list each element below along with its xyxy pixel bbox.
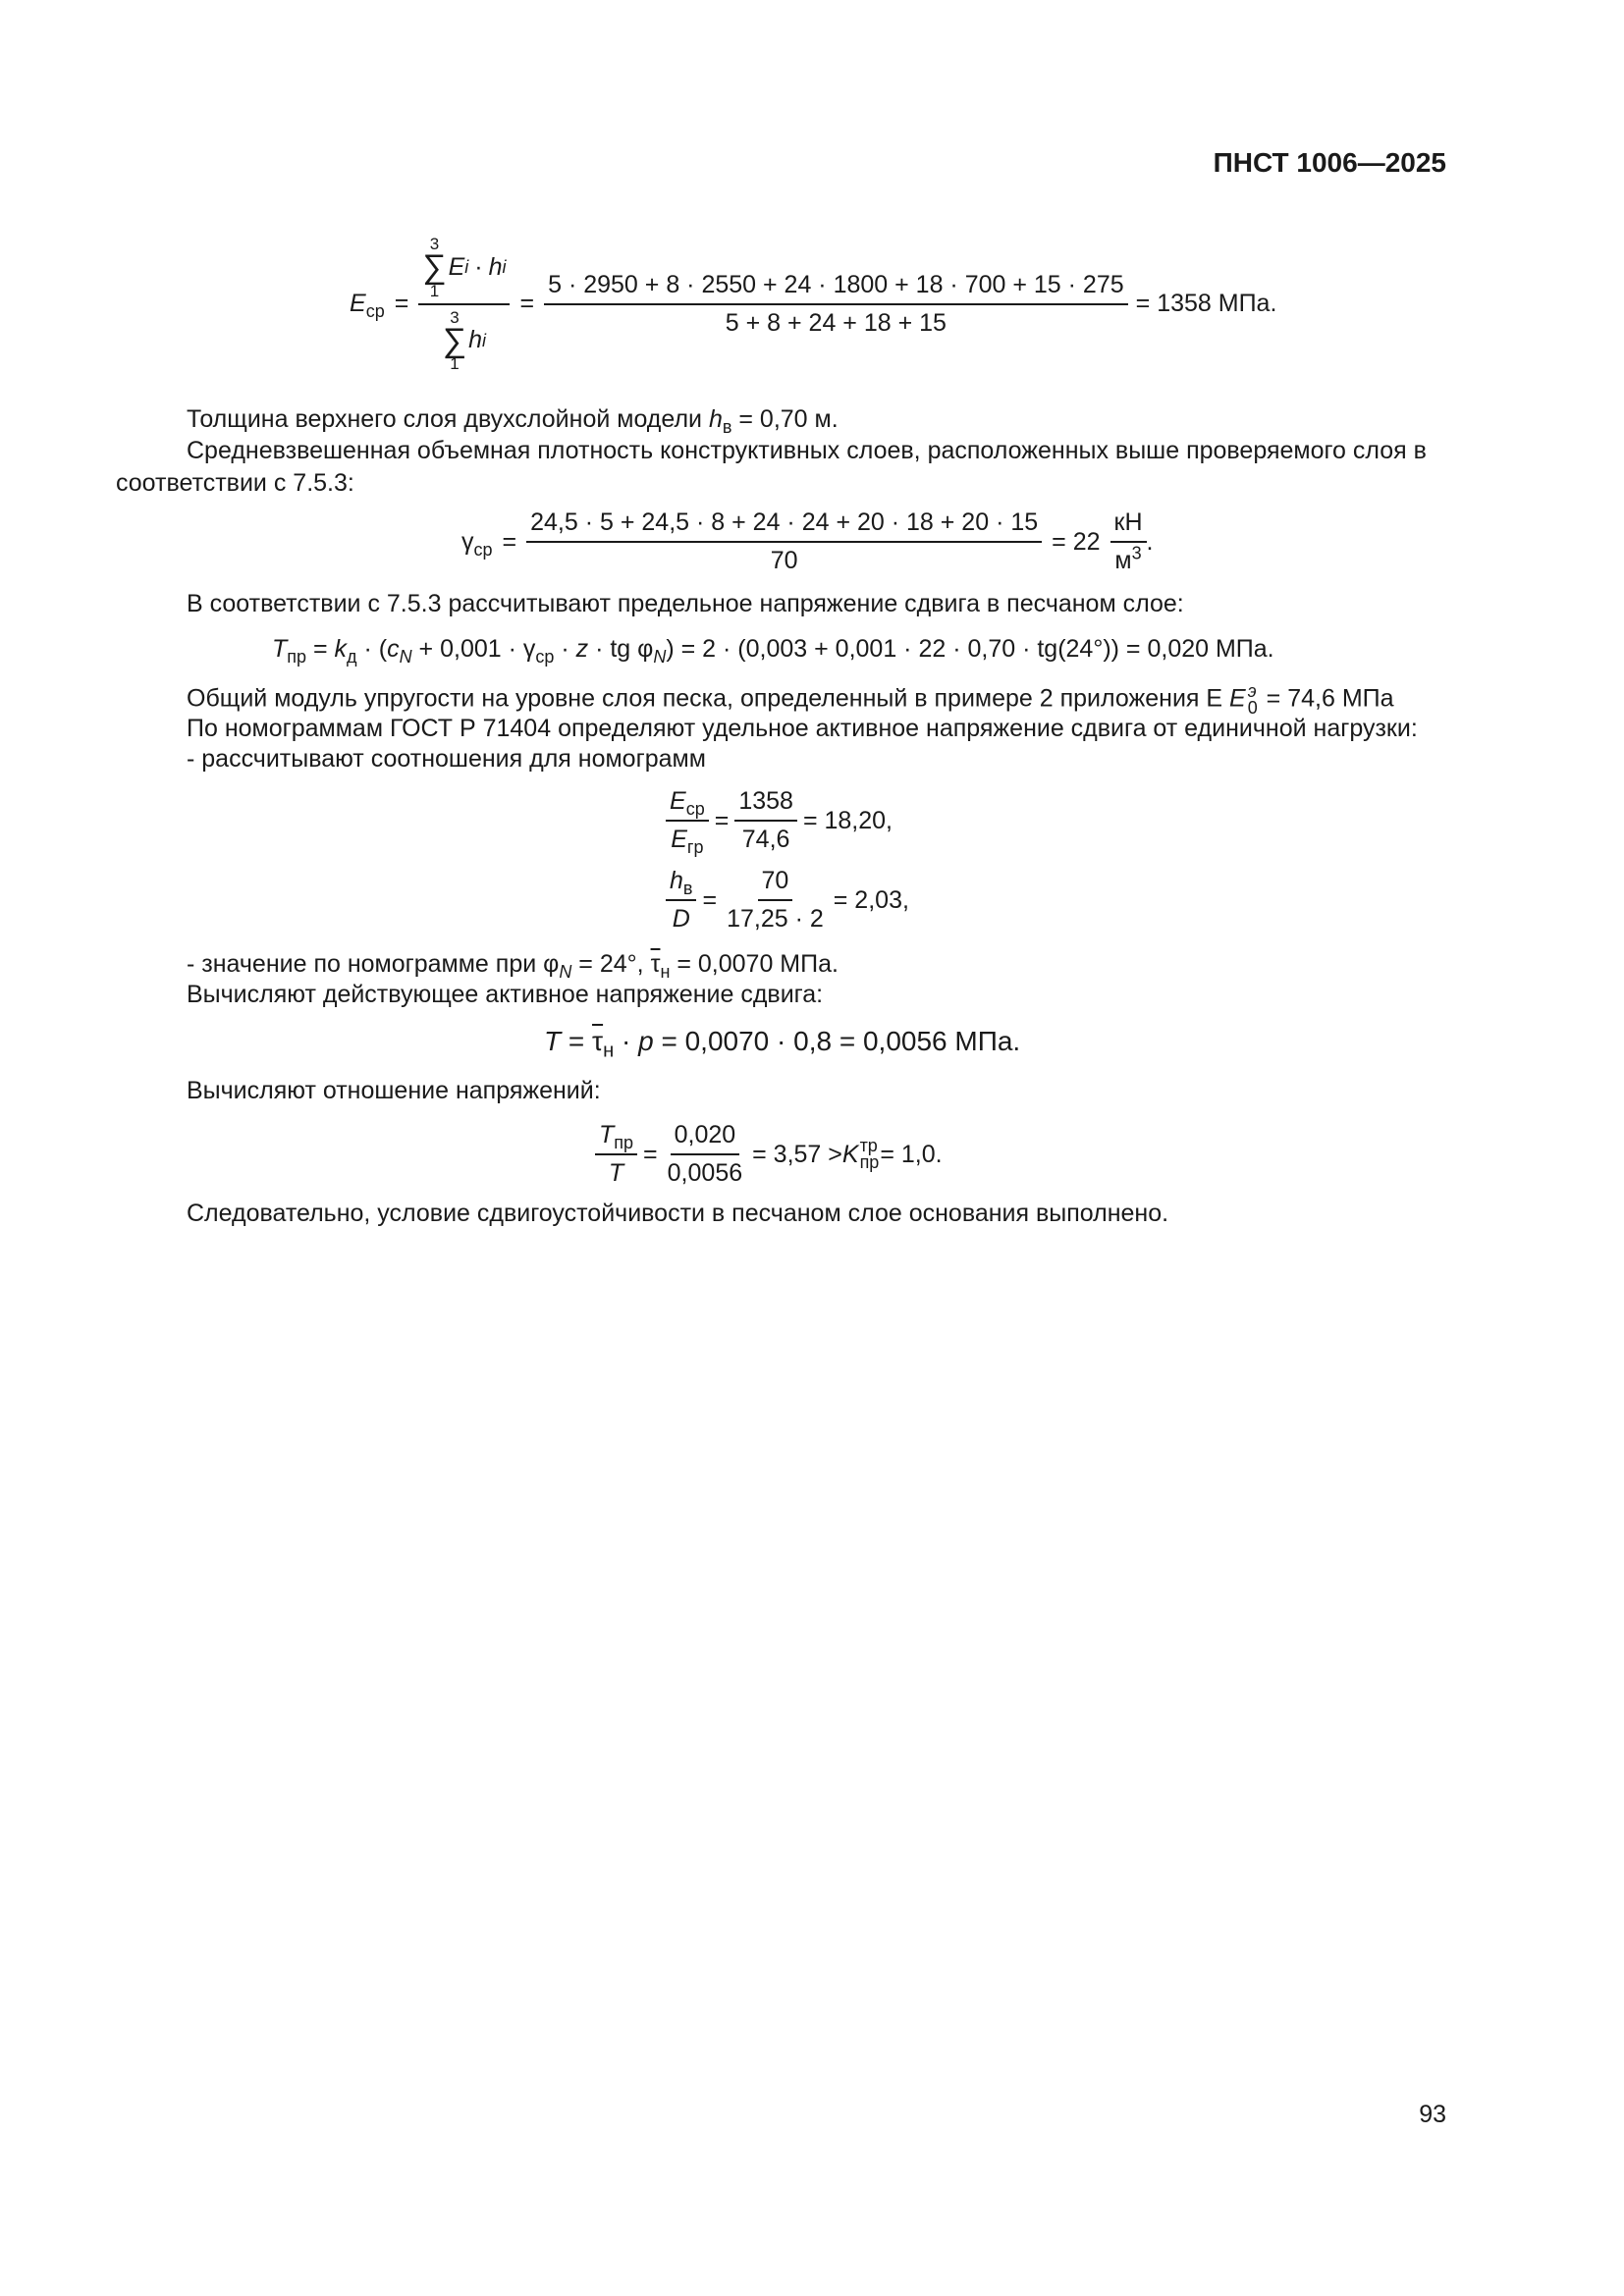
paragraph-ratios-intro: - рассчитывают соотношения для номограмм (187, 745, 706, 773)
sum-symbol-bottom: 3 ∑ 1 (442, 307, 467, 374)
ratio-t-symbol-fraction: $\frac{T_{пр}}{T}$ (595, 1121, 637, 1188)
ratio-e-symbol-fraction: $\frac{E_{ср}}{E_{гр}}$ (666, 787, 709, 854)
paragraph-active-stress-intro: Вычисляют действующее активное напряжение сдвига: (187, 981, 824, 1008)
document-code: ПНСТ 1006—2025 (1213, 147, 1446, 178)
formula-ratio-t: $\frac{T_{пр}}{T}$ = $\frac{0,020}{0,0056}$ = 3,57 > K тр пр = 1,0. (595, 1121, 943, 1188)
ratio-h-value-fraction: $\frac{70}{17,25 \cdot 2}$ (727, 867, 824, 933)
formula-gamma: $\gamma_{ср}$ = $\frac{24,5 \cdot 5 + 24,5 \cdot 8 + 24 \cdot 24 + 20 \cdot 18 + 20 \cdot 15}{70}$ = 22 $\frac{кН}{м^3}$ . (461, 508, 1154, 574)
formula-t: $T = \overline{\tau}_н \cdot p = 0,0070 \cdot 0,8 = 0,0056$ МПа. (544, 1026, 1021, 1062)
formula-e-cp (350, 236, 1276, 372)
paragraph-nomogram-intro: По номограммам ГОСТ Р 71404 определяют удельное активное напряжение сдвига от единичной нагрузки: (187, 715, 1418, 742)
sum-symbol-top: 3 ∑ 1 (422, 235, 447, 300)
gamma-unit: $\frac{кН}{м^3}$ (1110, 508, 1147, 575)
paragraph-modulus: Общий модуль упругости на уровне слоя песка, определенный в примере 2 приложения Е E э 0 = 74,6 МПа (187, 681, 1394, 719)
e-cp-result: = 1358 МПа. (1135, 290, 1277, 318)
e-cp-lhs: $E_{ср}$ (350, 290, 385, 322)
formula-ratio-h: $\frac{h_в}{D}$ = $\frac{70}{17,25 \cdot 2}$ = 2,03, (666, 867, 909, 934)
formula-ratio-e: $\frac{E_{ср}}{E_{гр}}$ = $\frac{1358}{74,6}$ = 18,20, (666, 787, 893, 854)
gamma-result: = 22 (1052, 527, 1101, 556)
paragraph-nomogram-value: - значение по номограмме при $\varphi_N = 24^\circ$, $\overline{\tau}_н = 0,0070$ МПа. (187, 950, 839, 982)
e-cp-sum-fraction: 3 ∑ 1 E i · h i 3 ∑ 1 h i (418, 236, 510, 372)
gamma-lhs: $\gamma_{ср}$ (461, 527, 493, 560)
paragraph-density-line-2: соответствии с 7.5.3: (116, 469, 354, 497)
ratio-t-value-fraction: $\frac{0,020}{0,0056}$ (667, 1121, 743, 1187)
paragraph-ratio-intro: Вычисляют отношение напряжений: (187, 1077, 601, 1104)
paragraph-shear-limit-intro: В соответствии с 7.5.3 рассчитывают предельное напряжение сдвига в песчаном слое: (187, 590, 1184, 617)
ratio-e-value-fraction: $\frac{1358}{74,6}$ (734, 787, 797, 854)
paragraph-top-layer: Толщина верхнего слоя двухслойной модели $h_в = 0,70$ м. (187, 405, 839, 437)
paragraph-density-line-1: Средневзвешенная объемная плотность конструктивных слоев, расположенных выше проверяемого слоя в (187, 437, 1427, 464)
ratio-h-symbol-fraction: $\frac{h_в}{D}$ (666, 867, 696, 934)
e-cp-value-fraction: $\frac{5 \cdot 2950 + 8 \cdot 2550 + 24 \cdot 1800 + 18 \cdot 700 + 15 \cdot 275}{5 + 8 + 24 + 18 + 15}$ (544, 271, 1128, 338)
gamma-fraction: $\frac{24,5 \cdot 5 + 24,5 \cdot 8 + 24 \cdot 24 + 20 \cdot 18 + 20 \cdot 15}{70}$ (526, 508, 1042, 575)
paragraph-conclusion: Следовательно, условие сдвигоустойчивости в песчаном слое основания выполнено. (187, 1200, 1169, 1227)
formula-t-pr: $T_{пр} = k_д \cdot (c_N + 0,001 \cdot \gamma_{ср} \cdot z$ · tg $\varphi_N) = 2 \cdot (0,003 + 0,001 \cdot 22 \cdot 0,70 \cdot tg(24^\circ)) = 0,020$ МПа. (272, 635, 1274, 667)
e-cp-equals-1: = (394, 290, 409, 318)
e-cp-equals-2: = (519, 290, 535, 318)
page-number: 93 (1419, 2101, 1446, 2128)
